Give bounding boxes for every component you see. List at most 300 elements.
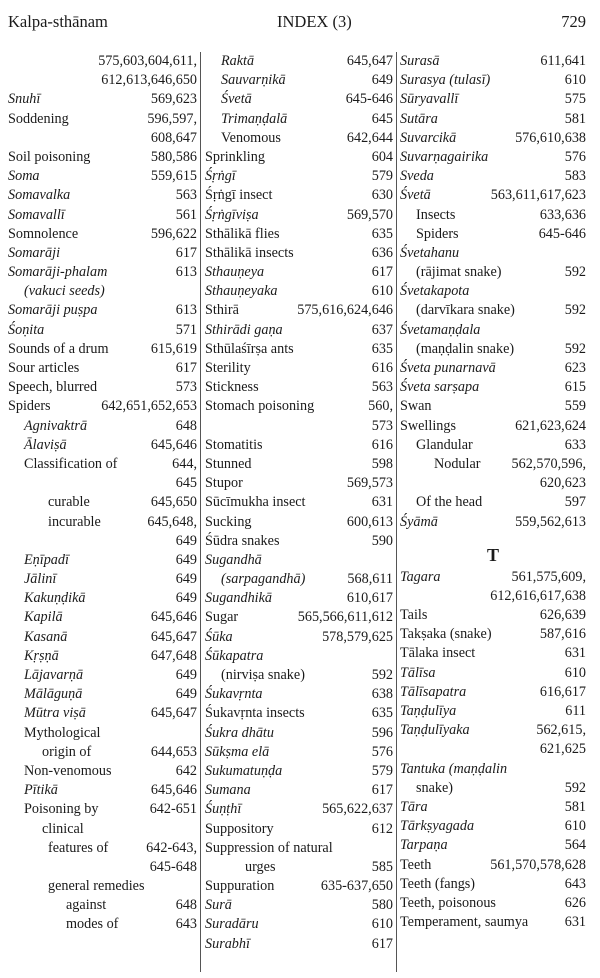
entry-pages: 559,615 [150,168,197,185]
index-entry [8,781,197,800]
entry-pages: 561,570,578,628 [490,856,586,873]
entry-term: Sugandhā [205,551,262,568]
index-entry [400,282,586,301]
index-entry [400,167,586,186]
entry-pages: 575,603,604,611, [98,53,197,69]
entry-term: Śvetamaṇḍala [400,321,481,338]
entry-term: Sthauṇeyaka [205,283,278,300]
index-entry [8,148,197,167]
entry-pages: 645-646 [345,91,393,108]
index-entry [205,455,393,474]
index-entry [400,587,586,606]
entry-pages: 610,617 [346,590,393,607]
entry-pages: 580,586 [150,148,197,165]
entry-pages: 638 [371,686,393,703]
entry-term: Stickness [205,379,259,396]
index-entry [400,894,586,913]
entry-pages: 565,566,611,612 [297,609,393,626]
index-entry [8,493,197,512]
index-entry [8,359,197,378]
entry-pages: 645 [371,110,393,127]
entry-pages: 580 [371,897,393,914]
index-entry [205,225,393,244]
index-entry [400,301,586,320]
entry-pages: 649 [175,590,197,607]
entry-term: Śveta sarṣapa [400,379,480,396]
entry-term: Classification of [24,455,118,472]
index-entry [400,474,586,493]
index-entry [400,779,586,798]
entry-pages: 617 [371,264,393,281]
entry-term: features of [48,839,109,856]
index-entry [205,877,393,896]
entry-pages: 633 [564,436,586,453]
index-entry [8,474,197,493]
entry-pages: 611 [565,703,586,719]
index-entry [400,263,586,282]
index-entry [400,359,586,378]
index-entry [400,644,586,663]
entry-term: Spiders [416,225,459,242]
entry-pages: 645,647 [346,53,393,69]
entry-pages: 617 [175,360,197,376]
entry-pages: 597 [564,494,586,511]
entry-pages: 645,647 [150,705,197,722]
index-entry [205,378,393,397]
entry-term: (darvīkara snake) [416,302,515,319]
entry-term: Śuṇṭhī [205,801,242,818]
entry-pages: 612 [371,820,393,837]
page-number: 729 [561,12,586,31]
index-entry [8,570,197,589]
entry-pages: 645,648, [147,513,197,530]
index-entry [205,417,393,436]
index-entry [205,129,393,148]
entry-term: Sprinkling [205,148,265,165]
index-entry [8,743,197,762]
entry-term: Nodular [434,455,481,472]
entry-term: Sthauṇeya [205,264,265,281]
entry-term: Temperament, saumya [400,914,529,931]
index-entry [8,110,197,129]
entry-pages: 645,650 [150,494,197,511]
entry-pages: 610 [564,818,586,835]
entry-term: Tālaka insect [400,645,476,662]
entry-pages: 635 [371,340,393,357]
index-entry [8,858,197,877]
entry-term: curable [48,494,90,511]
index-entry [205,781,393,800]
entry-term: Stupor [205,475,243,492]
index-entry [8,589,197,608]
entry-term: Tārkṣyagada [400,818,475,835]
entry-term: Suppression of natural [205,839,333,856]
entry-term: Sounds of a drum [8,340,109,357]
entry-pages: 573 [371,417,393,434]
entry-term: Mythological [24,724,101,741]
entry-term: Śūkapatra [205,647,264,664]
entry-pages: 569,570 [346,206,393,223]
entry-term: Stunned [205,455,252,472]
entry-pages: 568,611 [347,571,393,588]
entry-pages: 642-651 [149,801,197,818]
entry-pages: 590 [371,532,393,549]
entry-term: modes of [66,916,119,933]
entry-pages: 635-637,650 [320,878,393,895]
entry-pages: 598 [371,455,393,472]
index-entry [205,436,393,455]
entry-pages: 565,622,637 [322,801,393,818]
entry-term: Śoṇita [8,321,45,338]
index-entry [205,608,393,627]
index-entry [400,186,586,205]
index-entry [8,532,197,551]
index-entry [8,378,197,397]
entry-pages: 649 [175,532,197,549]
entry-pages: 583 [564,168,586,185]
entry-pages: 608,647 [150,129,197,146]
entry-term: urges [245,858,276,875]
index-entry [205,935,393,954]
entry-term: Speech, blurred [8,379,98,396]
entry-term: Sthālikā flies [205,225,280,242]
entry-term: Sthūlaśīrṣa ants [205,340,294,357]
entry-pages: 631 [371,494,393,511]
index-entry [8,608,197,627]
entry-term: Śveta punarnavā [400,360,496,376]
entry-pages: 610 [564,664,586,681]
index-column-1 [8,52,197,935]
entry-pages: 559 [564,398,586,415]
entry-pages: 644, [172,455,197,472]
index-entry [8,820,197,839]
index-entry [8,129,197,148]
index-entry [400,110,586,129]
index-entry [8,839,197,858]
entry-pages: 569,573 [346,475,393,492]
index-entry [400,493,586,512]
index-entry [400,244,586,263]
index-entry [205,858,393,877]
index-entry [8,800,197,819]
entry-term: Suppository [205,820,274,837]
index-entry [8,704,197,723]
index-entry [400,397,586,416]
entry-pages: 562,615, [536,722,586,739]
index-entry [8,186,197,205]
index-entry [400,625,586,644]
entry-term: Stomatitis [205,436,263,453]
index-entry [205,820,393,839]
index-entry [8,321,197,340]
index-entry [205,206,393,225]
entry-term: (vakuci seeds) [24,283,105,300]
entry-pages: 645,646 [150,782,197,799]
entry-term: against [66,897,107,914]
entry-pages: 600,613 [346,513,393,530]
index-entry [8,301,197,320]
entry-pages: 575 [564,91,586,108]
index-entry [205,743,393,762]
entry-term: Sour articles [8,360,80,376]
index-entry [205,800,393,819]
entry-term: Tantuka (maṇḍalin [400,760,508,777]
index-entry [400,378,586,397]
index-entry [8,206,197,225]
entry-pages: 569,623 [150,91,197,108]
index-entry [8,436,197,455]
entry-term: Swan [400,398,432,415]
index-entry [205,110,393,129]
index-entry [8,896,197,915]
entry-pages: 637 [371,321,393,338]
entry-term: snake) [416,779,454,796]
entry-term: Surabhī [205,935,250,952]
entry-pages: 596 [371,724,393,741]
entry-pages: 581 [564,798,586,815]
index-entry [400,875,586,894]
entry-term: Spiders [8,398,51,415]
entry-term: Śukavṛnta insects [205,705,305,722]
index-entry [205,186,393,205]
running-title: Kalpa-sthānam [8,12,108,31]
index-entry [400,321,586,340]
index-entry [8,762,197,781]
index-entry [205,513,393,532]
entry-pages: 610 [564,72,586,89]
entry-term: Somavallī [8,206,65,223]
entry-pages: 578,579,625 [322,628,393,645]
index-entry [8,455,197,474]
entry-pages: 559,562,613 [515,513,586,530]
entry-pages: 649 [371,72,393,89]
entry-term: Kapilā [24,609,63,626]
entry-term: Poisoning by [24,801,99,818]
entry-term: Suvarcikā [400,129,457,146]
entry-term: Śyāmā [400,513,438,530]
entry-pages: 645 [175,475,197,492]
entry-term: Sugar [205,609,239,626]
entry-pages: 612,616,617,638 [490,587,586,604]
entry-pages: 579 [371,168,393,185]
index-entry [8,647,197,666]
entry-pages: 649 [175,686,197,703]
entry-pages: 587,616 [539,626,586,643]
entry-pages: 592 [564,302,586,319]
entry-term: Surā [205,897,232,914]
entry-pages: 648 [175,897,197,914]
entry-pages: 585 [371,858,393,875]
index-entry [400,740,586,759]
index-entry [205,167,393,186]
index-entry [400,90,586,109]
index-entry [8,340,197,359]
entry-term: (maṇḍalin snake) [416,340,515,357]
entry-term: Somnolence [8,225,79,242]
entry-pages: 596,622 [150,225,197,242]
entry-term: Somarāji [8,244,61,261]
entry-term: Sūryavallī [400,91,459,108]
index-entry [8,877,197,896]
entry-pages: 592 [564,264,586,281]
entry-pages: 615 [564,379,586,396]
entry-pages: 615,619 [150,340,197,357]
entry-pages: 564 [564,837,586,854]
entry-pages: 561 [175,206,197,223]
index-entry [8,397,197,416]
index-entry [205,301,393,320]
index-entry [400,417,586,436]
entry-pages: 610 [371,283,393,300]
entry-pages: 563,611,617,623 [490,187,586,204]
entry-term: Somarāji-phalam [8,264,108,281]
entry-term: Sūcīmukha insect [205,494,306,511]
entry-pages: 645,646 [150,609,197,626]
index-entry [205,570,393,589]
index-entry [205,896,393,915]
entry-term: Teeth, poisonous [400,894,496,911]
entry-term: Sucking [205,513,252,530]
index-entry [400,702,586,721]
entry-term: Taṇḍulīyaka [400,722,470,739]
index-entry [8,513,197,532]
entry-term: Suradāru [205,916,259,933]
entry-term: Surasya (tulasī) [400,72,491,89]
entry-term: Trimaṇḍalā [221,110,288,127]
index-entry [400,129,586,148]
index-entry [205,647,393,666]
index-column-2 [205,52,393,954]
index-entry [205,685,393,704]
index-entry [8,244,197,263]
entry-term: Raktā [221,53,255,69]
entry-pages: 645,646 [150,436,197,453]
entry-term: Śṛṅgī insect [205,187,273,204]
entry-term: (rājimat snake) [416,264,502,281]
entry-pages: 645-648 [149,858,197,875]
entry-pages: 621,623,624 [515,417,586,434]
index-entry [8,551,197,570]
entry-term: Soma [8,168,40,185]
entry-term: Takṣaka (snake) [400,626,492,643]
index-entry [400,817,586,836]
index-title: INDEX (3) [277,12,352,31]
index-entry [205,551,393,570]
index-entry [8,666,197,685]
entry-term: Tālīsapatra [400,683,467,700]
entry-term: Eṇīpadī [24,551,69,568]
entry-pages: 576 [564,148,586,165]
index-entry [8,52,197,71]
entry-pages: 642,644 [346,129,393,146]
entry-term: Teeth (fangs) [400,875,476,892]
index-entry [205,628,393,647]
entry-term: Stomach poisoning [205,398,315,415]
index-entry [400,148,586,167]
index-entry [205,762,393,781]
entry-term: Sthālikā insects [205,244,294,261]
entry-pages: 617 [371,935,393,952]
entry-pages: 643 [175,916,197,933]
entry-term: Teeth [400,856,432,873]
entry-term: clinical [42,820,84,837]
entry-term: (nirviṣa snake) [221,667,305,683]
entry-term: Mūtra viṣā [24,705,86,722]
entry-term: Kakuṇḍikā [24,590,86,607]
entry-pages: 560, [368,398,393,415]
index-entry [400,436,586,455]
index-entry [400,568,586,587]
index-entry [205,493,393,512]
index-entry [400,606,586,625]
entry-pages: 617 [175,244,197,261]
entry-term: Śukavṛnta [205,686,263,703]
entry-term: Surasā [400,53,440,69]
index-entry [205,282,393,301]
index-entry [8,417,197,436]
entry-term: Somarāji puṣpa [8,302,98,319]
entry-term: Sthirādi gaṇa [205,321,283,338]
entry-term: Agnivaktrā [24,417,88,434]
entry-term: Ālaviṣā [24,436,67,453]
index-entry [205,321,393,340]
entry-term: Kasanā [24,628,68,645]
entry-term: Of the head [416,494,483,511]
entry-pages: 563 [371,379,393,396]
entry-term: Sumana [205,782,251,799]
entry-term: Śūka [205,628,233,645]
entry-pages: 571 [175,321,197,338]
entry-term: Suvarṇagairika [400,148,489,165]
entry-pages: 616,617 [539,683,586,700]
index-entry [400,513,586,532]
entry-term: Tails [400,607,428,624]
entry-pages: 649 [175,667,197,683]
entry-pages: 648 [175,417,197,434]
index-entry [8,71,197,90]
index-entry [8,90,197,109]
entry-pages: 610 [371,916,393,933]
section-letter: T [486,544,499,565]
entry-pages: 575,616,624,646 [297,302,393,319]
entry-term: Jālinī [24,571,57,588]
entry-pages: 592 [371,667,393,683]
entry-term: Sterility [205,360,251,376]
entry-pages: 647,648 [150,647,197,664]
entry-pages: 617 [371,782,393,799]
index-entry [400,455,586,474]
entry-term: Non-venomous [24,762,112,779]
entry-term: Śṛṅgīviṣa [205,206,259,223]
entry-pages: 649 [175,551,197,568]
entry-pages: 621,625 [539,741,586,758]
entry-term: Pītikā [24,782,58,799]
entry-pages: 626 [564,894,586,911]
index-entry [205,397,393,416]
entry-pages: 649 [175,571,197,588]
entry-pages: 561,575,609, [511,568,586,585]
entry-term: Snuhī [8,91,41,108]
entry-term: Sukumatuṇḍa [205,762,283,779]
index-entry [400,225,586,244]
entry-pages: 596,597, [147,110,197,127]
entry-pages: 623 [564,360,586,376]
index-entry [400,71,586,90]
index-entry [8,263,197,282]
index-entry [205,244,393,263]
entry-term: Śvetā [400,187,431,204]
index-entry [400,913,586,932]
